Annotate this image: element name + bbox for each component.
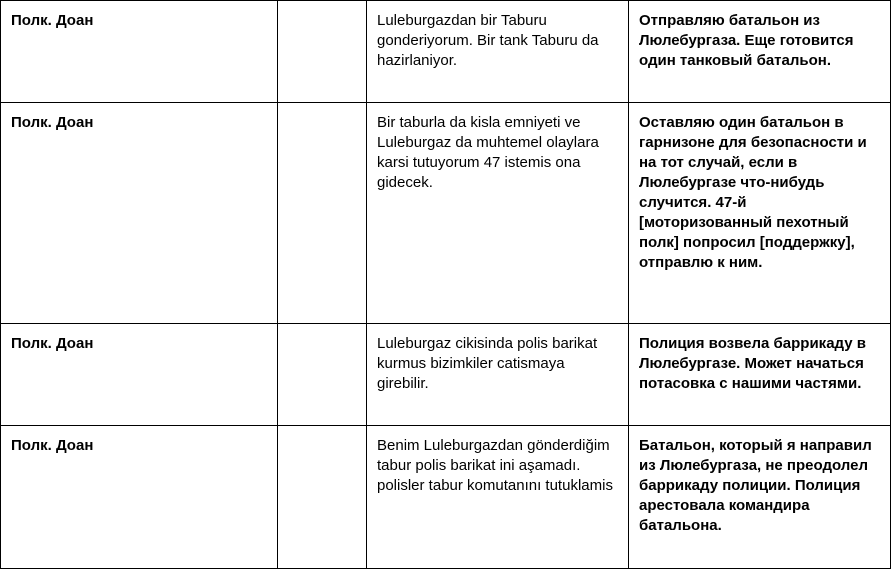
translation-cell: Батальон, который я направил из Люлебургаза, не преодолел баррикаду полиции. Полиция арестовала командира батальона. (629, 426, 891, 569)
speaker-cell: Полк. Доан (1, 103, 278, 324)
original-text-cell: Bir taburla da kisla emniyeti ve Luleburgaz da muhtemel olaylara karsi tutuyorum 47 istemis ona gidecek. (367, 103, 629, 324)
translation-cell: Полиция возвела баррикаду в Люлебургазе. Может начаться потасовка с нашими частями. (629, 324, 891, 426)
empty-cell (278, 1, 367, 103)
table-row (1, 324, 891, 426)
table-row (1, 426, 891, 569)
empty-cell (278, 103, 367, 324)
original-text-cell: Luleburgaz cikisinda polis barikat kurmus bizimkiler catismaya girebilir. (367, 324, 629, 426)
table-row (1, 1, 891, 103)
original-text-cell: Luleburgazdan bir Taburu gonderiyorum. Bir tank Taburu da hazirlaniyor. (367, 1, 629, 103)
speaker-cell: Полк. Доан (1, 426, 278, 569)
table-row (1, 103, 891, 324)
empty-cell (278, 324, 367, 426)
original-text-cell: Benim Luleburgazdan gönderdiğim tabur polis barikat ini aşamadı. polisler tabur komutanını tutuklamis (367, 426, 629, 569)
translation-cell: Отправляю батальон из Люлебургаза. Еще готовится один танковый батальон. (629, 1, 891, 103)
speaker-cell: Полк. Доан (1, 324, 278, 426)
speaker-cell: Полк. Доан (1, 1, 278, 103)
translation-cell: Оставляю один батальон в гарнизоне для безопасности и на тот случай, если в Люлебургазе что-нибудь случится. 47-й [моторизованный пехотный полк] попросил [поддержку], отправлю к ним. (629, 103, 891, 324)
empty-cell (278, 426, 367, 569)
